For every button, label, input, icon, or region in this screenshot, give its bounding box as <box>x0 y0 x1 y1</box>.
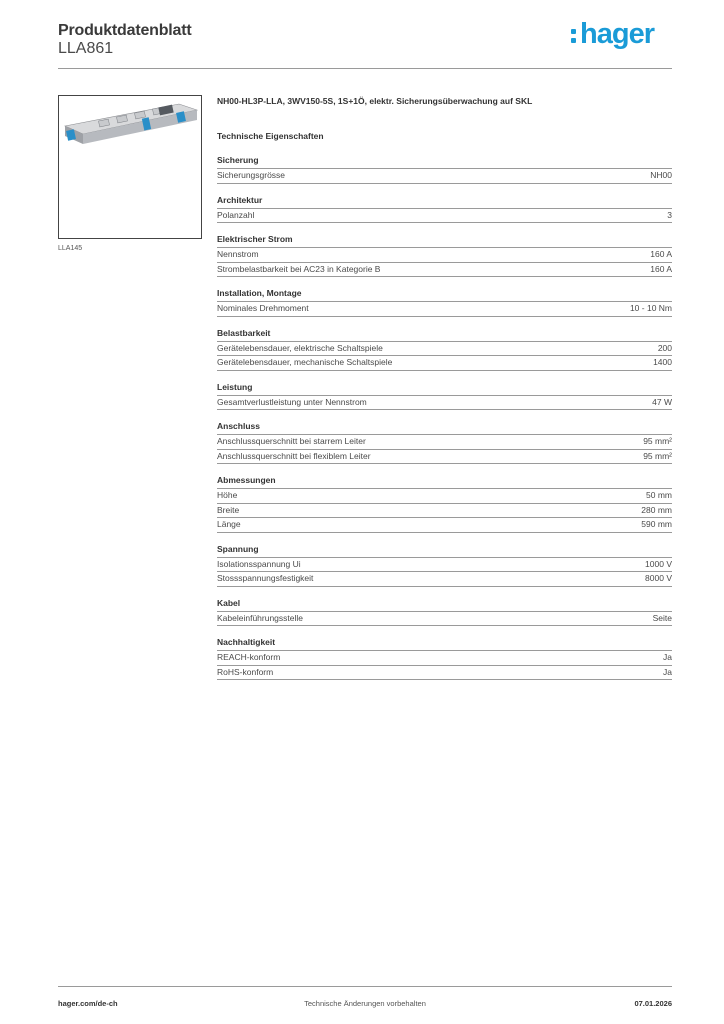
property-row <box>217 302 672 317</box>
property-group <box>217 420 672 464</box>
property-row <box>217 169 672 184</box>
property-label: Gesamtverlustleistung unter Nennstrom <box>217 396 367 407</box>
property-group <box>217 233 672 277</box>
property-row <box>217 489 672 504</box>
property-group <box>217 597 672 627</box>
page-header <box>58 20 672 70</box>
hager-logo <box>580 18 654 51</box>
property-value: 3 <box>667 209 672 220</box>
property-row <box>217 356 672 371</box>
property-value: 160 A <box>650 263 672 274</box>
property-label: Kabeleinführungsstelle <box>217 612 304 623</box>
property-label: Breite <box>217 504 240 515</box>
page-footer <box>58 986 672 1016</box>
property-label: Strombelastbarkeit bei AC23 in Kategorie B <box>217 263 381 274</box>
footer-divider <box>58 986 672 987</box>
header-divider <box>58 68 672 69</box>
group-title: Sicherung <box>217 154 672 169</box>
property-row <box>217 612 672 627</box>
property-label: Anschlussquerschnitt bei flexiblem Leiter <box>217 450 371 461</box>
property-label: Gerätelebensdauer, elektrische Schaltspiele <box>217 342 383 353</box>
property-row <box>217 450 672 465</box>
group-title: Abmessungen <box>217 474 672 489</box>
property-label: REACH-konform <box>217 652 281 662</box>
property-row <box>217 396 672 411</box>
group-title: Nachhaltigkeit <box>217 636 672 651</box>
image-caption: LLA145 <box>58 245 83 252</box>
property-label: Gerätelebensdauer, mechanische Schaltspiele <box>217 357 393 367</box>
property-value: 8000 V <box>645 573 672 583</box>
document-title: Produktdatenblatt <box>58 22 192 39</box>
property-row <box>217 518 672 533</box>
property-label: Nennstrom <box>217 249 259 259</box>
footer-disclaimer: Technische Änderungen vorbehalten <box>304 999 426 1008</box>
property-label: Anschlussquerschnitt bei starrem Leiter <box>217 436 366 446</box>
property-row <box>217 435 672 450</box>
property-label: Isolationsspannung Ui <box>217 558 301 569</box>
property-label: Sicherungsgrösse <box>217 170 286 180</box>
property-label: RoHS-konform <box>217 666 274 677</box>
group-title: Architektur <box>217 194 672 209</box>
property-label: Nominales Drehmoment <box>217 303 309 313</box>
property-value: 160 A <box>650 249 672 259</box>
group-title: Belastbarkeit <box>217 327 672 342</box>
property-group <box>217 327 672 371</box>
group-title: Spannung <box>217 543 672 558</box>
property-row <box>217 651 672 666</box>
property-value: NH00 <box>650 170 672 180</box>
property-row <box>217 558 672 573</box>
property-value: Ja <box>663 666 672 677</box>
property-value: 200 <box>657 342 672 353</box>
property-row <box>217 342 672 357</box>
property-group <box>217 381 672 411</box>
property-value: 95 mm² <box>643 436 672 446</box>
property-value: 10 - 10 Nm <box>629 303 672 313</box>
property-group <box>217 194 672 224</box>
footer-date: 07.01.2026 <box>634 999 672 1008</box>
property-group <box>217 636 672 680</box>
property-label: Polanzahl <box>217 209 255 220</box>
group-title: Installation, Montage <box>217 287 672 302</box>
product-number: LLA861 <box>58 40 114 57</box>
property-value: Ja <box>663 652 672 662</box>
property-row <box>217 263 672 278</box>
property-group <box>217 474 672 533</box>
property-value: 1000 V <box>645 558 672 569</box>
property-groups <box>217 154 672 680</box>
footer-website-link[interactable]: hager.com/de-ch <box>58 999 118 1008</box>
product-description: NH00-HL3P-LLA, 3WV150-5S, 1S+1Ö, elektr. Sicherungsüberwachung auf SKL <box>217 96 533 106</box>
property-value: 50 mm <box>646 490 672 500</box>
property-value: Seite <box>652 612 672 623</box>
property-value: 280 mm <box>641 504 672 515</box>
property-label: Länge <box>217 519 241 529</box>
property-group <box>217 287 672 317</box>
logo-dots-icon <box>571 29 576 46</box>
property-row <box>217 248 672 263</box>
group-title: Elektrischer Strom <box>217 233 672 248</box>
group-title: Leistung <box>217 381 672 396</box>
property-row <box>217 666 672 681</box>
product-details <box>217 95 672 680</box>
property-value: 590 mm <box>641 519 672 529</box>
property-row <box>217 572 672 587</box>
group-title: Kabel <box>217 597 672 612</box>
property-label: Stossspannungsfestigkeit <box>217 573 314 583</box>
property-group <box>217 154 672 184</box>
property-value: 1400 <box>653 357 672 367</box>
property-row <box>217 504 672 519</box>
property-value: 95 mm² <box>643 450 672 461</box>
property-value: 47 W <box>652 396 672 407</box>
technical-properties-heading: Technische Eigenschaften <box>217 131 324 141</box>
group-title: Anschluss <box>217 420 672 435</box>
property-row <box>217 209 672 224</box>
property-group <box>217 543 672 587</box>
property-label: Höhe <box>217 490 238 500</box>
logo-text: hager <box>580 18 654 50</box>
product-photo-icon <box>59 96 201 238</box>
product-image-frame <box>58 95 202 239</box>
